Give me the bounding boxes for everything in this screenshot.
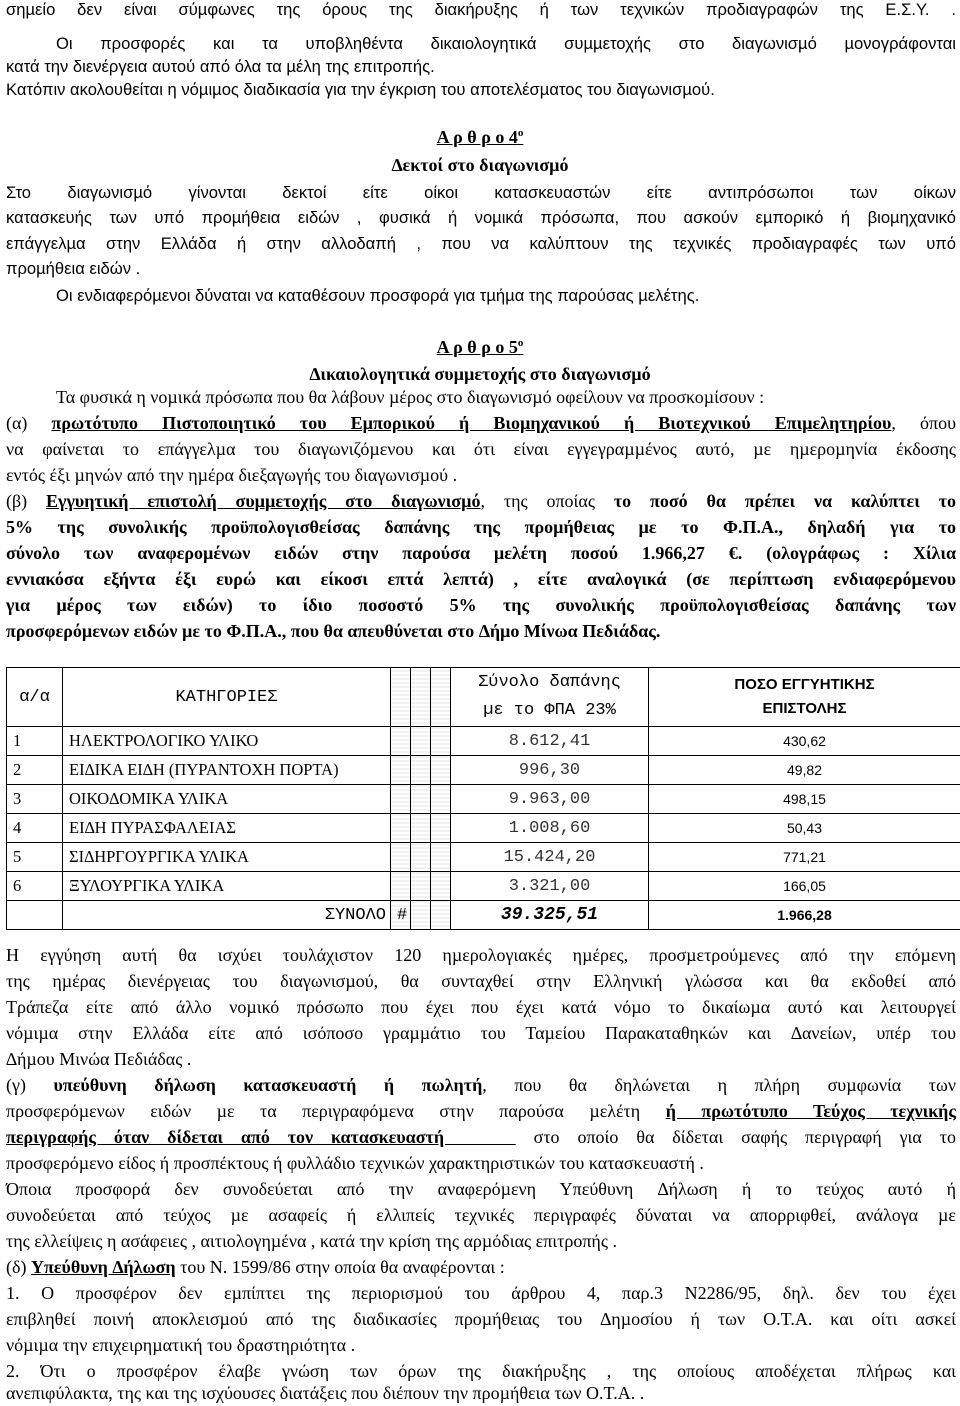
spacer-cell (411, 814, 431, 843)
total-cost-cell: 1.008,60 (451, 814, 649, 843)
article-heading (0, 334, 960, 360)
row-number-cell: 5 (7, 843, 63, 872)
guarantee-amount-cell: 771,21 (649, 843, 960, 872)
text-line (6, 1098, 956, 1124)
emphasis-text: ή πρωτότυπο Τεύχος τεχνικής (666, 1101, 956, 1121)
emphasis-text: πρωτότυπο Πιστοποιητικό του Εµπορικού ή Βιοµηχανικού ή Βιοτεχνικού Επιµελητηρίου (52, 413, 892, 433)
text-line: νόµιµα στην Ελλάδα είτε από ισόποσο γραµµάτιο του Ταµείου Παρακαταθηκών και ∆ανείων, υπέρ του (6, 1020, 956, 1046)
article-subtitle: ∆ικαιολογητικά συµµετοχής στο διαγωνισµό (0, 361, 960, 387)
total-cost-cell: 15.424,20 (451, 843, 649, 872)
spacer-cell (431, 814, 451, 843)
spacer-cell (411, 756, 431, 785)
category-cell: ΕΙ∆ΙΚΑ ΕΙ∆Η (ΠΥΡΑΝΤΟΧΗ ΠΟΡΤΑ) (63, 756, 391, 785)
text-line: επάγγελµα στην Ελλάδα ή στην αλλοδαπή , που να καλύπτουν της τεχνικές προδιαγραφές των υπό (6, 231, 956, 257)
spacer-cell (431, 843, 451, 872)
text-line: νόµιµα την επιχειρηµατική του δραστηριότητα . (6, 1332, 956, 1358)
hash-mark: # (397, 906, 407, 925)
spacer-cell (431, 872, 451, 901)
total-cost-cell: 3.321,00 (451, 872, 649, 901)
text-line (6, 488, 956, 514)
text-line: Κατόπιν ακολουθείται η νόµιµος διαδικασία για την έγκριση του αποτελέσµατος του διαγωνισµού. (6, 77, 956, 103)
header-line: ΠΟΣΟ ΕΓΓΥΗΤΙΚΗΣ (655, 673, 954, 697)
text-line: 1. Ο προσφέρον δεν εµπίπτει της περιορισµού του άρθρου 4, παρ.3 Ν2286/95, δηλ. δεν του έχει (6, 1280, 956, 1306)
text-line: σηµείο δεν είναι σύµφωνες της όρους της διακήρυξης ή των τεχνικών προδιαγραφών της Ε.Σ.Υ. . (6, 0, 956, 23)
column-header: ΚΑΤΗΓΟΡΙΕΣ (63, 668, 391, 727)
spacer-cell (411, 785, 431, 814)
article-heading (0, 124, 960, 150)
table-row (7, 785, 960, 814)
guarantee-amount-cell: 166,05 (649, 872, 960, 901)
text-line: Τράπεζα είτε από άλλο νοµικό πρόσωπο που έχει που έχει κατά νόµο το δικαίωµα αυτό και λειτουργεί (6, 994, 956, 1020)
spacer-cell (391, 756, 411, 785)
text-line: της ελλείψεις η ασάφειες , αιτιολογηµένα , κατά την κρίση της αρµόδιας επιτροπής . (6, 1228, 956, 1254)
text-line: ∆ήµου Μινώα Πεδιάδας . (6, 1046, 956, 1072)
text-line: Η εγγύηση αυτή θα ισχύει τουλάχιστον 120 ηµερολογιακές ηµέρες, προσµετρούµενες από την επόµενη (6, 942, 956, 968)
category-cell: ΟΙΚΟ∆ΟΜΙΚΑ ΥΛΙΚΑ (63, 785, 391, 814)
category-cell: ΞΥΛΟΥΡΓΙΚΑ ΥΛΙΚΑ (63, 872, 391, 901)
header-line: Σύνολο δαπάνης (457, 669, 642, 697)
spacer-cell (411, 872, 431, 901)
total-cost-cell: 996,30 (451, 756, 649, 785)
table-cell (7, 901, 63, 930)
emphasis-text: περιγραφής όταν δίδεται από τον κατασκευαστή (6, 1127, 516, 1147)
spacer-cell (431, 756, 451, 785)
text-run: , όπου (891, 413, 956, 433)
table-row (7, 843, 960, 872)
text-line: συνοδεύεται από τεύχος µε ασαφείς ή ελλιπείς τεχνικές περιγραφές δύναται να απορριφθεί, ανάλογα µε (6, 1202, 956, 1228)
ordinal-mark: ο (518, 337, 524, 349)
spacer-cell (391, 872, 411, 901)
total-label: ΣΥΝΟΛΟ (63, 901, 391, 930)
guarantee-amount-cell: 498,15 (649, 785, 960, 814)
text-line (6, 1072, 956, 1098)
spacer-cell (431, 668, 451, 727)
text-run: του Ν. 1599/86 στην οποία θα αναφέρονται : (176, 1257, 505, 1277)
row-number-cell: 3 (7, 785, 63, 814)
spacer-cell (431, 901, 451, 930)
spacer-cell (431, 785, 451, 814)
text-run: , της οποίας (480, 491, 613, 511)
table-total-row (7, 901, 960, 930)
emphasis-text: Εγγυητική επιστολή συµµετοχής στο διαγωνισµό (46, 491, 480, 511)
list-marker: (α) (6, 413, 52, 433)
guarantee-amount-cell: 430,62 (649, 727, 960, 756)
text-line: της ηµέρας διενέργειας του διαγωνισµού, θα συνταχθεί στην Ελληνική γλώσσα και θα εκδοθεί από (6, 968, 956, 994)
spacer-cell (411, 901, 431, 930)
text-line: για µέρος των ειδών) το ίδιο ποσοστό 5% της συνολικής προϋπολογισθείσας δαπάνης των (6, 592, 956, 618)
header-line: ΕΠΙΣΤΟΛΗΣ (655, 697, 954, 721)
spacer-cell (391, 843, 411, 872)
row-number-cell: 1 (7, 727, 63, 756)
text-line: κατασκευής των υπό προµήθεια ειδών , φυσικά ή νοµικά πρόσωπα, που ασκούν εµπορικό ή βιοµηχανικό (6, 205, 956, 231)
text-line: κατά την διενέργεια αυτού από όλα τα µέλη της επιτροπής. (6, 54, 956, 80)
text-line: να φαίνεται το επάγγελµα του διαγωνιζόµενου και ότι είναι εγγεγραµµένος αυτό, µε ηµεροµηνία έκδοσης (6, 436, 956, 462)
table-row (7, 872, 960, 901)
total-cost-cell: 8.612,41 (451, 727, 649, 756)
text-line: 2. Ότι ο προσφέρον έλαβε γνώση των όρων της διακήρυξης , της οποίους αποδέχεται πλήρως και (6, 1358, 956, 1384)
table-row (7, 814, 960, 843)
guarantee-table (6, 667, 960, 930)
grand-guarantee-cell: 1.966,28 (649, 901, 960, 930)
guarantee-amount-cell: 49,82 (649, 756, 960, 785)
text-line: Όποια προσφορά δεν συνοδεύεται από την αναφερόµενη Υπεύθυνη ∆ήλωση ή το τεύχος αυτό ή (6, 1176, 956, 1202)
text-line: Στο διαγωνισµό γίνονται δεκτοί είτε οίκοι κατασκευαστών είτε αντιπρόσωποι των οίκων (6, 180, 956, 206)
article-heading-text: Α ρ θ ρ ο 4 (437, 127, 518, 147)
table-row (7, 756, 960, 785)
hash-cell (391, 901, 411, 930)
spacer-cell (411, 843, 431, 872)
spacer-cell (391, 727, 411, 756)
text-line (6, 1254, 956, 1280)
grand-total-cell: 39.325,51 (451, 901, 649, 930)
article-heading-text: Α ρ θ ρ ο 5 (437, 337, 518, 357)
text-run: προσφερόµενων ειδών µε τα περιγραφόµενα στην παρούσα µελέτη (6, 1101, 666, 1121)
category-cell: ΗΛΕΚΤΡΟΛΟΓΙΚΟ ΥΛΙΚΟ (63, 727, 391, 756)
text-line: Οι ενδιαφερόµενοι δύναται να καταθέσουν προσφορά για τµήµα της παρούσας µελέτης. (56, 283, 960, 309)
row-number-cell: 6 (7, 872, 63, 901)
text-line: Οι προσφορές και τα υποβληθέντα δικαιολογητικά συµµετοχής στο διαγωνισµό µονογράφονται (56, 31, 956, 57)
article-subtitle: ∆εκτοί στο διαγωνισµό (0, 152, 960, 178)
text-line: Τα φυσικά η νοµικά πρόσωπα που θα λάβουν µέρος στο διαγωνισµό οφείλουν να προσκοµίσουν : (56, 384, 960, 410)
text-line: εννιακόσα εξήντα έξι ευρώ και είκοσι επτά λεπτά) , είτε αναλογικά (σε περίπτωση ενδιαφερόµενου (6, 566, 956, 592)
category-cell: ΕΙ∆Η ΠΥΡΑΣΦΑΛΕΙΑΣ (63, 814, 391, 843)
header-line: µε το ΦΠΑ 23% (457, 697, 642, 725)
table-header-row (7, 668, 960, 727)
text-line: προσφερόµενο είδος ή προσπέκτους ή φυλλάδιο τεχνικών χαρακτηριστικών του κατασκευαστή . (6, 1150, 956, 1176)
text-line (6, 1124, 956, 1150)
spacer-cell (391, 814, 411, 843)
text-line: 5% της συνολικής προϋπολογισθείσας δαπάνης της προµήθειας µε το Φ.Π.Α., δηλαδή για το (6, 514, 956, 540)
ordinal-mark: ο (518, 127, 524, 139)
column-header: α/α (7, 668, 63, 727)
spacer-cell (391, 668, 411, 727)
table-row (7, 727, 960, 756)
list-marker: (δ) (6, 1257, 31, 1277)
emphasis-text: Υπεύθυνη ∆ήλωση (31, 1257, 176, 1277)
text-run: στο οποίο θα δίδεται σαφής περιγραφή για το (516, 1127, 956, 1147)
spacer-cell (391, 785, 411, 814)
spacer-cell (411, 727, 431, 756)
emphasis-text: το ποσό θα πρέπει να καλύπτει το (614, 491, 956, 511)
text-line: σύνολο των αναφεροµένων ειδών στην παρούσα µελέτη ποσού 1.966,27 €. (ολογράφως : Χίλια (6, 540, 956, 566)
text-line: επιβληθεί ποινή αποκλεισµού από της διαδικασίες προµήθειας του ∆ηµοσίου ή των Ο.Τ.Α. και οίτι ασκεί (6, 1306, 956, 1332)
column-header (451, 668, 649, 727)
text-line: προµήθεια ειδών . (6, 256, 956, 282)
list-marker: (β) (6, 491, 46, 511)
row-number-cell: 2 (7, 756, 63, 785)
text-run: , που θα δηλώνεται η πλήρη συµφωνία των (482, 1075, 956, 1095)
total-cost-cell: 9.963,00 (451, 785, 649, 814)
text-line: εντός έξι µηνών από την ηµέρα διεξαγωγής του διαγωνισµού . (6, 462, 956, 488)
emphasis-text: υπεύθυνη δήλωση κατασκευαστή ή πωλητή (53, 1075, 482, 1095)
guarantee-amount-cell: 50,43 (649, 814, 960, 843)
spacer-cell (431, 727, 451, 756)
column-header (649, 668, 960, 727)
text-line: προσφερόµενων ειδών µε το Φ.Π.Α., που θα απευθύνεται στο ∆ήµο Μίνωα Πεδιάδας. (6, 618, 956, 644)
text-line (6, 410, 956, 436)
list-marker: (γ) (6, 1075, 53, 1095)
row-number-cell: 4 (7, 814, 63, 843)
text-line: ανεπιφύλακτα, της και της ισχύουσες διατάξεις που διέπουν την προµήθεια των Ο.Τ.Α. . (6, 1380, 956, 1406)
category-cell: ΣΙ∆ΗΡΓΟΥΡΓΙΚΑ ΥΛΙΚΑ (63, 843, 391, 872)
spacer-cell (411, 668, 431, 727)
